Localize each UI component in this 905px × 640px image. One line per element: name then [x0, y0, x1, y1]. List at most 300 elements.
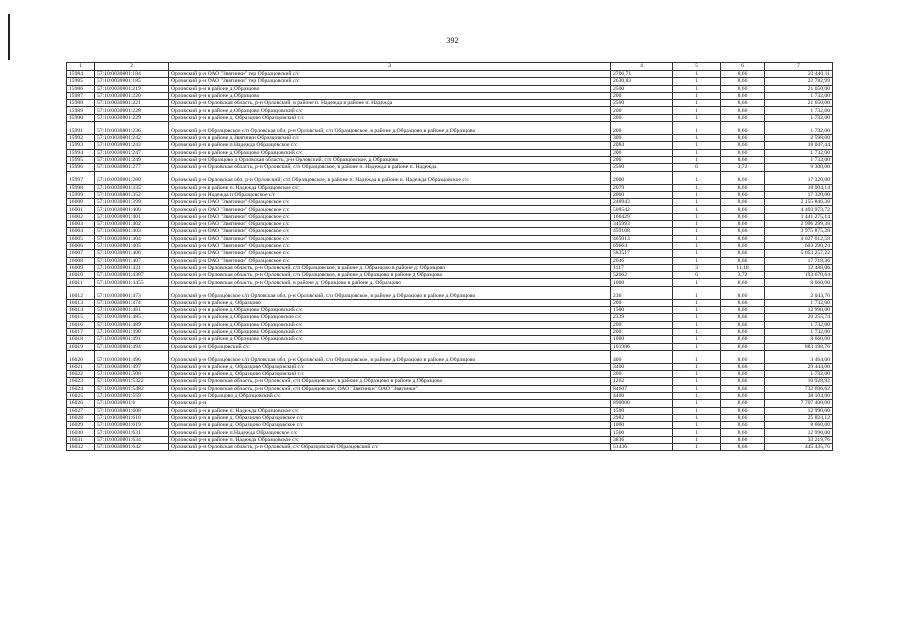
page-number: 392 [446, 36, 459, 45]
table-header-row [67, 63, 833, 71]
cost-value: 7 707 400,00 [765, 400, 833, 407]
area-value: 200 [611, 149, 673, 156]
coefficient-value: 8,66 [721, 122, 765, 135]
area-value: 2079 [611, 184, 673, 191]
cadastral-number: 57:10:0030801:4455 [95, 279, 169, 286]
row-number: 16008 [67, 257, 95, 264]
area-value: 200 [611, 328, 673, 335]
address: Орловский р-н Образцовское с/п Орловская обл, р-н Орловский, с/п Образцовское, в районе д.Образцово в районе д.Образцово [169, 350, 611, 363]
row-number: 16032 [67, 444, 95, 451]
count-value: 1 [673, 392, 721, 399]
column-header: 4 [611, 63, 673, 71]
table-row [67, 114, 833, 121]
area-value: 400 [611, 350, 673, 363]
table-row [67, 100, 833, 107]
row-number: 15995 [67, 156, 95, 163]
coefficient-value: 8,66 [721, 85, 765, 92]
cost-value: 12 990,00 [765, 307, 833, 314]
area-value: 166429 [611, 213, 673, 220]
cost-value: 25 824,12 [765, 414, 833, 421]
coefficient-value: 3,72 [721, 272, 765, 279]
cadastral-number: 57:10:0030801:400 [95, 206, 169, 213]
table-row [67, 85, 833, 92]
coefficient-value: 8,66 [721, 350, 765, 363]
address: Орловский р-н в районе д.Образцово Образцовский с/с [169, 149, 611, 156]
coefficient-value: 8,66 [721, 228, 765, 235]
coefficient-value: 8,66 [721, 100, 765, 107]
cadastral-number: 57:10:0030801:249 [95, 156, 169, 163]
row-number: 16011 [67, 279, 95, 286]
cadastral-number: 57:10:0030801:406 [95, 250, 169, 257]
row-number: 15990 [67, 114, 95, 121]
table-row [67, 407, 833, 414]
row-number: 16018 [67, 336, 95, 343]
address: Орловский р-н в районе д. Образцово Образцовское с/с [169, 422, 611, 429]
cadastral-number: 57:10:0030801:610 [95, 414, 169, 421]
coefficient-value: 8,66 [721, 307, 765, 314]
coefficient-value: 8,66 [721, 213, 765, 220]
count-value: 1 [673, 228, 721, 235]
cadastral-number: 57:10:0030801:228 [95, 107, 169, 114]
count-value: 1 [673, 257, 721, 264]
count-value: 1 [673, 191, 721, 198]
table-row [67, 191, 833, 198]
coefficient-value: 8,66 [721, 191, 765, 198]
cost-value: 5 053 257,22 [765, 250, 833, 257]
area-value: 52062 [611, 272, 673, 279]
area-value: 4400 [611, 392, 673, 399]
address: Орловский р-н в районе д.Образцово Образцовский с/с [169, 321, 611, 328]
row-number: 16022 [67, 371, 95, 378]
table-row [67, 392, 833, 399]
cadastral-number: 57:10:0030801:491 [95, 336, 169, 343]
cost-value: 8 660,00 [765, 422, 833, 429]
cost-value: 1 732,00 [765, 371, 833, 378]
address: Орловский р-н в районе д.Звягинки Образцовский с/с [169, 135, 611, 142]
coefficient-value: 8,66 [721, 221, 765, 228]
coefficient-value: 8,66 [721, 107, 765, 114]
coefficient-value: 8,66 [721, 336, 765, 343]
area-value: 236 [611, 286, 673, 299]
count-value: 1 [673, 92, 721, 99]
row-number: 16020 [67, 350, 95, 363]
address: Орловский р-н в районе д.Образцово [169, 92, 611, 99]
cadastral-number: 57:10:0030801:399 [95, 199, 169, 206]
count-value: 1 [673, 71, 721, 78]
row-number: 16030 [67, 429, 95, 436]
count-value: 1 [673, 242, 721, 249]
address: Орловский р-н Образцовское с/п Орловская обл, р-н Орловский, с/п Образцовское, в районе д.Образцово в районе д.Образцово [169, 122, 611, 135]
address: Орловский р-н [169, 400, 611, 407]
table-row [67, 142, 833, 149]
area-value: 200 [611, 371, 673, 378]
column-header: 7 [765, 63, 833, 71]
count-value: 1 [673, 149, 721, 156]
area-value: 3836 [611, 436, 673, 443]
cadastral-number: 57:10:0030801:221 [95, 100, 169, 107]
cadastral-number: 57:10:0030801:402 [95, 221, 169, 228]
table-row [67, 279, 833, 286]
row-number: 16005 [67, 235, 95, 242]
coefficient-value: 3,72 [721, 164, 765, 171]
row-number: 16012 [67, 286, 95, 299]
cost-value: 603 290,24 [765, 242, 833, 249]
coefficient-value: 8,66 [721, 436, 765, 443]
cadastral-number: 57:10:0030801:508 [95, 371, 169, 378]
area-value: 2000 [611, 171, 673, 184]
area-value: 2500 [611, 164, 673, 171]
coefficient-value: 8,66 [721, 250, 765, 257]
address: Орловский р-н в районе п. Надежда Образцовское с/с [169, 184, 611, 191]
count-value: 1 [673, 286, 721, 299]
cadastral-number: 57:10:0030801:243 [95, 142, 169, 149]
cost-value: 12 990,00 [765, 429, 833, 436]
cost-value: 3 975 875,28 [765, 228, 833, 235]
count-value: 1 [673, 385, 721, 392]
coefficient-value: 8,66 [721, 299, 765, 306]
area-value: 51436 [611, 444, 673, 451]
cadastral-number: 57:10:0030801:242 [95, 135, 169, 142]
cost-value: 1 732,00 [765, 149, 833, 156]
area-value: 1117 [611, 264, 673, 271]
count-value: 1 [673, 363, 721, 370]
area-value: 2706,71 [611, 71, 673, 78]
cost-value: 22 782,99 [765, 78, 833, 85]
area-value: 248943 [611, 199, 673, 206]
row-number: 15986 [67, 85, 95, 92]
area-value: 84607 [611, 385, 673, 392]
cadastral-number: 57:10:0030801:405 [95, 242, 169, 249]
cost-value: 18 004,14 [765, 184, 833, 191]
address: Орловский р-н Орловская область, р-н Орловский, с/п Образцовское, в районе д. Образцово в районе д. Образцово [169, 264, 611, 271]
count-value: 1 [673, 343, 721, 350]
row-number: 16027 [67, 407, 95, 414]
table-row [67, 107, 833, 114]
row-number: 16013 [67, 299, 95, 306]
coefficient-value: 8,66 [721, 149, 765, 156]
address: Орловский р-н ОАО "Звягинки" Образцовское с/с [169, 242, 611, 249]
area-value: 1262 [611, 378, 673, 385]
address: Орловский р-н в районе д. Образцово Образцовский с/с [169, 114, 611, 121]
table-row [67, 385, 833, 392]
count-value: 1 [673, 171, 721, 184]
cost-value: 1 732,00 [765, 92, 833, 99]
row-number: 15988 [67, 100, 95, 107]
area-value: 459108 [611, 228, 673, 235]
coefficient-value: 8,66 [721, 114, 765, 121]
cost-value: 8 660,00 [765, 336, 833, 343]
address: Орловский р-н ОАО "Звягинки" тер Образцовский с/с [169, 78, 611, 85]
area-value: 1500 [611, 307, 673, 314]
cadastral-number: 57:10:0030801:220 [95, 92, 169, 99]
cost-value: 8 660,00 [765, 279, 833, 286]
table-row [67, 378, 833, 385]
row-number: 16003 [67, 221, 95, 228]
area-value: 465013 [611, 235, 673, 242]
count-value: 1 [673, 235, 721, 242]
row-number: 16029 [67, 422, 95, 429]
cadastral-number: 57:10:0030801:608 [95, 407, 169, 414]
address: Орловский р-н в районе д.Образцово Образцовский с/с [169, 336, 611, 343]
row-number: 16023 [67, 378, 95, 385]
cadastral-number: 57:10:0030801:277 [95, 164, 169, 171]
area-value: 200 [611, 122, 673, 135]
cadastral-number: 57:10:0030801:280 [95, 171, 169, 184]
row-number: 15994 [67, 149, 95, 156]
cost-value: 2 043,76 [765, 286, 833, 299]
count-value: 1 [673, 78, 721, 85]
area-value: 3400 [611, 363, 673, 370]
coefficient-value: 8,66 [721, 429, 765, 436]
coefficient-value: 8,66 [721, 400, 765, 407]
area-value: 1000 [611, 336, 673, 343]
address: Орловский р-н в районе д. Образцово Образцовское с/с [169, 414, 611, 421]
coefficient-value: 8,66 [721, 235, 765, 242]
cadastral-number: 57:10:0030801:489 [95, 321, 169, 328]
count-value: 1 [673, 371, 721, 378]
count-value: 1 [673, 279, 721, 286]
row-number: 15989 [67, 107, 95, 114]
area-value: 1500 [611, 429, 673, 436]
table-row [67, 149, 833, 156]
address: Орловский р-н Орловская область, р-н Орловский, с/с Образцовский Образцовский с/с [169, 444, 611, 451]
coefficient-value: 8,66 [721, 343, 765, 350]
row-number: 16025 [67, 392, 95, 399]
table-row [67, 299, 833, 306]
row-number: 16000 [67, 199, 95, 206]
address: Орловский р-н ОАО "Звягинки" Образцовское с/с [169, 250, 611, 257]
address: Орловский р-н в районе д. Образцово [169, 299, 611, 306]
count-value: 3 [673, 264, 721, 271]
cadastral-number: 57:10:0030801:619 [95, 422, 169, 429]
area-value: 2339 [611, 314, 673, 321]
table-row [67, 286, 833, 299]
coefficient-value: 8,66 [721, 286, 765, 299]
column-header: 3 [169, 63, 611, 71]
count-value: 1 [673, 307, 721, 314]
area-value: 200 [611, 156, 673, 163]
row-number: 16017 [67, 328, 95, 335]
cost-value: 445 435,76 [765, 444, 833, 451]
coefficient-value: 8,66 [721, 142, 765, 149]
coefficient-value: 8,66 [721, 314, 765, 321]
row-number: 16015 [67, 314, 95, 321]
cost-value: 4 027 012,58 [765, 235, 833, 242]
address: Орловский р-н в районе д. Образцово Образцовский с/с [169, 363, 611, 370]
cost-value: 12 488,06 [765, 264, 833, 271]
coefficient-value: 8,66 [721, 156, 765, 163]
address: Орловский р-н в районе д.Образцово Образцовское с/с [169, 314, 611, 321]
cadastral-number: 57:10:0030801:494 [95, 343, 169, 350]
cost-value: 23 440,11 [765, 71, 833, 78]
address: Орловский р-н ОАО "Звягинки" Образцовское с/с [169, 199, 611, 206]
table-row [67, 171, 833, 184]
table-row [67, 92, 833, 99]
cost-value: 1 732,00 [765, 156, 833, 163]
count-value: 6 [673, 272, 721, 279]
cost-value: 17 718,36 [765, 257, 833, 264]
coefficient-value: 8,66 [721, 444, 765, 451]
cadastral-number: 57:10:0030801:5322 [95, 378, 169, 385]
table-row [67, 264, 833, 271]
cost-value: 29 444,00 [765, 363, 833, 370]
coefficient-value: 8,66 [721, 135, 765, 142]
count-value: 1 [673, 142, 721, 149]
address: Орловский р-н Образцово д Образцовский с/с [169, 392, 611, 399]
area-value: 2982 [611, 414, 673, 421]
cadastral-number: 57:10:0030801:5482 [95, 385, 169, 392]
address: Орловский р-н в районе д.Образцово [169, 85, 611, 92]
address: Орловский р-н Надежда п Образцовское с/с [169, 191, 611, 198]
table-row [67, 363, 833, 370]
coefficient-value: 8,66 [721, 321, 765, 328]
address: Орловский р-н Орловская область, р-н Орловский, с/п Образцовское, ОАО "Звягинки" ОАО "Звягинки" [169, 385, 611, 392]
cost-value: 12 990,00 [765, 407, 833, 414]
row-number: 16010 [67, 272, 95, 279]
table-row [67, 228, 833, 235]
cadastral-number: 57:10:0030801:185 [95, 78, 169, 85]
coefficient-value: 8,66 [721, 242, 765, 249]
table-row [67, 336, 833, 343]
count-value: 1 [673, 221, 721, 228]
cadastral-number: 57:10:0030801:404 [95, 235, 169, 242]
area-value: 200 [611, 92, 673, 99]
address: Орловский р-н Образцово д Орловская область, р-н Орловский, с/п Образцовское, д Образцово [169, 156, 611, 163]
area-value: 345993 [611, 221, 673, 228]
cost-value: 33 219,76 [765, 436, 833, 443]
row-number: 16014 [67, 307, 95, 314]
coefficient-value: 8,66 [721, 371, 765, 378]
cadastral-number: 57:10:0030801:352 [95, 191, 169, 198]
row-number: 15991 [67, 122, 95, 135]
row-number: 15992 [67, 135, 95, 142]
area-value: 508542 [611, 206, 673, 213]
table-row [67, 213, 833, 220]
row-number: 15998 [67, 184, 95, 191]
count-value: 1 [673, 250, 721, 257]
address: Орловский р-н в районе п. Надежда Образцовское с/с [169, 436, 611, 443]
cost-value: 1 732,00 [765, 328, 833, 335]
area-value: 1000 [611, 279, 673, 286]
table-row [67, 422, 833, 429]
address: Орловский р-н в районе п.Надежда Образцовское с/с [169, 142, 611, 149]
count-value: 1 [673, 206, 721, 213]
row-number: 15985 [67, 78, 95, 85]
area-value: 583517 [611, 250, 673, 257]
area-value: 200 [611, 114, 673, 121]
area-value: 1500 [611, 407, 673, 414]
count-value: 1 [673, 156, 721, 163]
count-value: 1 [673, 199, 721, 206]
area-value: 2084 [611, 142, 673, 149]
count-value: 1 [673, 422, 721, 429]
table-row [67, 242, 833, 249]
cadastral-number: 57:10:0030801:496 [95, 350, 169, 363]
cost-value: 193 670,64 [765, 272, 833, 279]
coefficient-value: 8,66 [721, 385, 765, 392]
address: Орловский р-н Орловская область, р-н Орловский, с/п Образцовское, в районе п. Надежда в районе п. Надежда [169, 164, 611, 171]
cadastral-number: 57:10:0030801:485 [95, 314, 169, 321]
cadastral-number: 57:10:0030801:184 [95, 71, 169, 78]
table-body [67, 71, 833, 451]
count-value: 1 [673, 314, 721, 321]
row-number: 16024 [67, 385, 95, 392]
cost-value: 2 598,00 [765, 135, 833, 142]
address: Орловский р-н Орловская обл, р-н Орловский, с/п Образцовское, в районе п. Надежда в районе п. Надежда Образцовское с/с [169, 171, 611, 184]
area-value: 2500 [611, 100, 673, 107]
cost-value: 1 732,00 [765, 299, 833, 306]
table-row [67, 235, 833, 242]
cadastral-number: 57:10:0030801:559 [95, 392, 169, 399]
cadastral-number: 57:10:0030801:642 [95, 444, 169, 451]
cost-value: 10 928,92 [765, 378, 833, 385]
row-number: 16007 [67, 250, 95, 257]
column-header: 1 [67, 63, 95, 71]
table-row [67, 206, 833, 213]
row-number: 15987 [67, 92, 95, 99]
table-row [67, 371, 833, 378]
cadastral-number: 57:10:0030801:431 [95, 264, 169, 271]
cadastral-number: 57:10:0030801:403 [95, 228, 169, 235]
count-value: 1 [673, 400, 721, 407]
address: Орловский р-н в районе д.Образцово Образцовский с/с [169, 328, 611, 335]
table-row [67, 350, 833, 363]
row-number: 16021 [67, 363, 95, 370]
coefficient-value: 8,66 [721, 184, 765, 191]
address: Орловский р-н в районе д.Образцово Образцовский с/с [169, 307, 611, 314]
cadastral-number: 57:10:0030801:634 [95, 436, 169, 443]
coefficient-value: 8,66 [721, 378, 765, 385]
cadastral-number: 57:10:0030801:407 [95, 257, 169, 264]
address: Орловский р-н ОАО "Звягинки" Образцовское с/с [169, 235, 611, 242]
cost-value: 38 104,00 [765, 392, 833, 399]
coefficient-value: 8,66 [721, 92, 765, 99]
row-number: 16001 [67, 206, 95, 213]
area-value: 300 [611, 135, 673, 142]
area-value: 200 [611, 107, 673, 114]
coefficient-value: 8,66 [721, 392, 765, 399]
area-value: 2046 [611, 257, 673, 264]
address: Орловский р-н Образцовский с/с [169, 343, 611, 350]
area-value: 2000 [611, 191, 673, 198]
row-number: 15984 [67, 71, 95, 78]
count-value: 1 [673, 328, 721, 335]
table-row [67, 199, 833, 206]
cadastral-number: 57:10:0030801:6 [95, 400, 169, 407]
count-value: 1 [673, 414, 721, 421]
coefficient-value: 8,66 [721, 414, 765, 421]
address: Орловский р-н ОАО "Звягинки" тер Образцовский с/с [169, 71, 611, 78]
cadastral-number: 57:10:0030801:229 [95, 114, 169, 121]
count-value: 1 [673, 213, 721, 220]
count-value: 1 [673, 378, 721, 385]
coefficient-value: 8,66 [721, 422, 765, 429]
table-row [67, 343, 833, 350]
cost-value: 18 047,44 [765, 142, 833, 149]
row-number: 16019 [67, 343, 95, 350]
table-row [67, 414, 833, 421]
table-row [67, 444, 833, 451]
count-value: 1 [673, 429, 721, 436]
count-value: 1 [673, 321, 721, 328]
cost-value: 3 464,00 [765, 350, 833, 363]
area-value: 890000 [611, 400, 673, 407]
table-row [67, 429, 833, 436]
coefficient-value: 8,66 [721, 279, 765, 286]
cadastral-number: 57:10:0030801:4387 [95, 272, 169, 279]
cost-value: 17 320,00 [765, 191, 833, 198]
cost-value: 883 198,76 [765, 343, 833, 350]
